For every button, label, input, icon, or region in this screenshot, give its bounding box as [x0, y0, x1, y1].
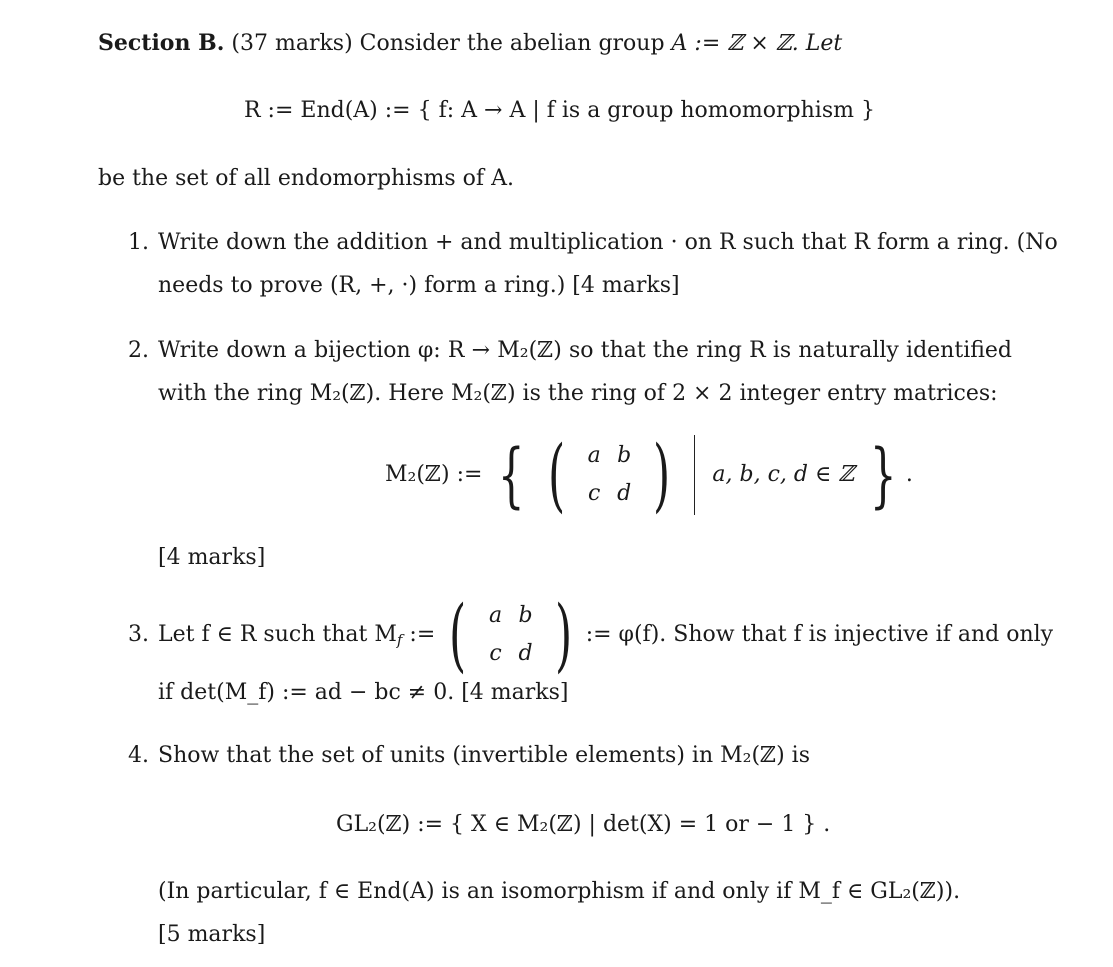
item-3-line-2: if det(M_f) := ad − bc ≠ 0. [4 marks] — [158, 680, 569, 705]
matrix-a: a — [587, 443, 601, 468]
matrix-c: c — [588, 481, 601, 506]
item-3-assign: := — [409, 622, 436, 647]
paren-close: ) — [653, 428, 671, 521]
set-brace-close: } — [870, 434, 897, 516]
item-2-line-1 — [158, 336, 1012, 366]
section-intro: Consider the abelian group — [359, 31, 665, 56]
ring-definition-lhs: R := End(A) := { — [244, 98, 432, 123]
item-2-marks: [4 marks] — [158, 545, 266, 570]
display-period: . — [905, 462, 913, 487]
matrix-row-1 — [579, 437, 639, 475]
item-4-line-1: Show that the set of units (invertible elements) in M₂(ℤ) is — [158, 743, 810, 768]
item-4-line-2: (In particular, f ∈ End(A) is an isomorphism if and only if M_f ∈ GL₂(ℤ)). — [158, 879, 961, 904]
item-3-paren-open: ( — [449, 588, 467, 681]
item-3-line-1 — [158, 590, 1053, 680]
item-3-text-a: Let f ∈ R such that M — [158, 622, 397, 647]
item-3-text-c: := φ(f). Show that f is injective if and only — [585, 622, 1054, 647]
section-header — [98, 28, 842, 59]
item-3-matrix-c: c — [489, 641, 502, 666]
item-2-text-1: Write down a bijection φ: R → M₂(ℤ) so that the ring R is naturally identified — [158, 338, 1012, 363]
item-1-line-2: needs to prove (R, +, ·) form a ring.) [4 marks] — [158, 273, 680, 298]
section-marks: (37 marks) — [231, 31, 353, 56]
item-3-matrix-d: d — [518, 641, 533, 666]
item-1-text-1: Write down the addition + and multiplication · on R such that R form a ring. (No — [158, 230, 1058, 255]
item-3-matrix-row-1 — [481, 597, 541, 635]
matrix-set-lhs: M₂(ℤ) := — [385, 462, 483, 487]
item-3-matrix-row-2 — [481, 635, 541, 673]
item-4-number: 4. — [128, 743, 149, 768]
matrix-condition: a, b, c, d ∈ ℤ — [712, 462, 855, 487]
matrix-row-2 — [579, 475, 639, 513]
ring-definition-display — [244, 96, 875, 126]
set-brace-open: { — [498, 434, 526, 516]
item-2-line-2: with the ring M₂(ℤ). Here M₂(ℤ) is the ring of 2 × 2 integer entry matrices: — [158, 381, 998, 406]
matrix-d: d — [617, 481, 632, 506]
matrix-set-display — [385, 430, 913, 520]
item-3-matrix — [481, 597, 541, 673]
paren-open: ( — [547, 428, 566, 521]
set-separator — [694, 435, 695, 515]
item-4-marks: [5 marks] — [158, 922, 266, 947]
item-3-subscript: f — [396, 631, 403, 650]
item-1-number: 1. — [128, 230, 149, 255]
item-1-line-1 — [158, 228, 1058, 258]
item-3-number: 3. — [128, 622, 149, 647]
gl2-display: GL₂(ℤ) := { X ∈ M₂(ℤ) | det(X) = 1 or − 1 } . — [336, 812, 831, 837]
item-2-number: 2. — [128, 338, 149, 363]
item-3-matrix-b: b — [518, 603, 533, 628]
group-definition: A := ℤ × ℤ. Let — [671, 31, 843, 56]
ring-definition-set: f: A → A | f is a group homomorphism } — [438, 98, 875, 123]
matrix-entries — [579, 437, 639, 513]
section-heading: Section B. — [98, 30, 225, 56]
matrix-b: b — [617, 443, 632, 468]
endomorphism-sentence: be the set of all endomorphisms of A. — [98, 166, 514, 191]
item-3-matrix-a: a — [488, 603, 503, 628]
item-3-paren-close: ) — [554, 588, 572, 681]
